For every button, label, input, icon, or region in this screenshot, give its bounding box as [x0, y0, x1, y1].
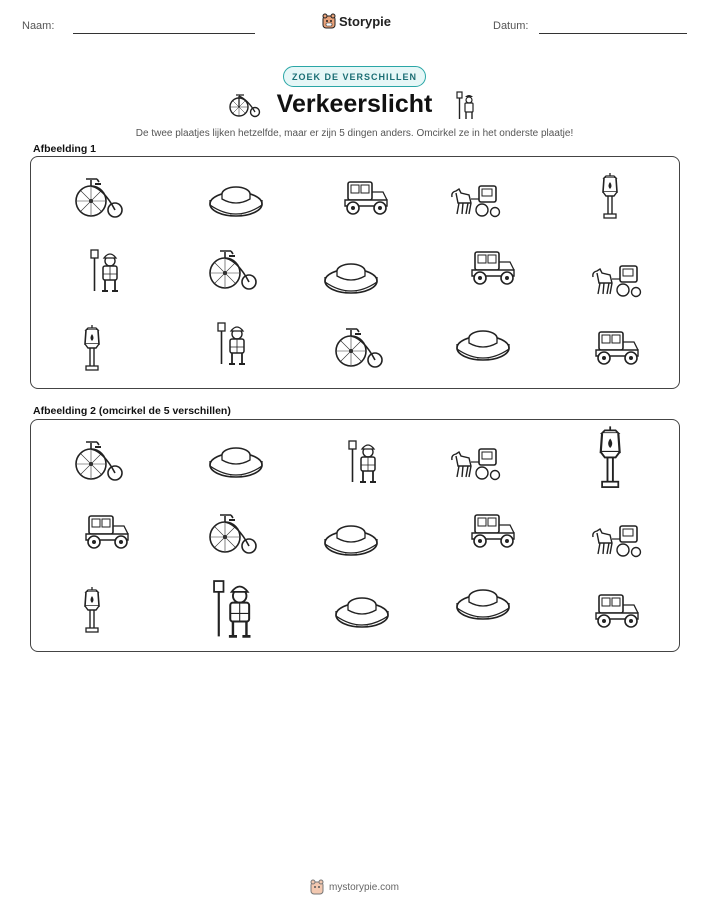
picture-1-penny-farthing-bicycle-icon — [334, 325, 384, 369]
picture-1-vintage-car-icon — [468, 248, 518, 286]
picture-2-vintage-car-icon — [468, 511, 518, 549]
picture-1-vintage-car-icon — [341, 178, 391, 216]
storypie-mascot-icon — [322, 13, 336, 29]
date-field[interactable] — [539, 33, 687, 34]
picture-2-push-button-icon — [323, 519, 379, 557]
picture-1-vintage-car-icon — [592, 328, 642, 366]
brand-name: Storypie — [339, 13, 392, 29]
picture-2-push-button-icon — [334, 591, 390, 629]
picture-2-penny-farthing-bicycle-icon — [74, 438, 124, 482]
date-label: Datum: — [493, 20, 529, 32]
storypie-mascot-icon — [310, 879, 324, 895]
name-field[interactable] — [73, 33, 255, 34]
picture-2-horse-carriage-icon — [449, 446, 501, 482]
picture-1-push-button-icon — [455, 324, 511, 362]
worksheet-title: Verkeerslicht — [276, 90, 433, 118]
picture-1-push-button-icon — [323, 257, 379, 295]
picture-1-lamppost-policeman-icon — [215, 320, 249, 366]
picture-2-vintage-car-icon — [82, 512, 132, 550]
picture-2-lamppost-policeman-icon — [346, 438, 380, 484]
picture-1-lamppost-policeman-icon — [88, 247, 122, 293]
picture-2-push-button-icon — [208, 441, 264, 479]
picture-1-penny-farthing-bicycle-icon — [208, 247, 258, 291]
picture-2-label: Afbeelding 2 (omcirkel de 5 verschillen) — [33, 405, 231, 417]
picture-1-push-button-icon — [208, 180, 264, 218]
picture-2-push-button-icon — [455, 583, 511, 621]
picture-2-lamppost-policeman-icon — [210, 577, 256, 639]
instructions-text: De twee plaatjes lijken hetzelfde, maar er zijn 5 dingen anders. Omcirkel ze in het onderste plaatje! — [135, 128, 574, 139]
picture-2-vintage-car-icon — [592, 591, 642, 629]
picture-2-street-lamp-icon — [594, 425, 626, 490]
picture-1-horse-carriage-icon — [449, 183, 501, 219]
footer — [0, 879, 709, 895]
footer-url[interactable]: mystorypie.com — [328, 881, 399, 893]
worksheet-type-badge: ZOEK DE VERSCHILLEN — [283, 66, 426, 87]
picture-1-penny-farthing-bicycle-icon — [74, 175, 124, 219]
picture-1-street-lamp-icon — [598, 172, 622, 220]
picture-1-street-lamp-icon — [80, 324, 104, 372]
brand-logo — [322, 13, 391, 29]
picture-1-horse-carriage-icon — [590, 263, 642, 299]
picture-2-penny-farthing-bicycle-icon — [208, 511, 258, 555]
name-label: Naam: — [22, 20, 55, 32]
picture-1-label: Afbeelding 1 — [33, 143, 97, 155]
picture-2-horse-carriage-icon — [590, 523, 642, 559]
picture-2-street-lamp-icon — [80, 586, 104, 634]
lamppost-policeman-icon — [454, 90, 476, 120]
